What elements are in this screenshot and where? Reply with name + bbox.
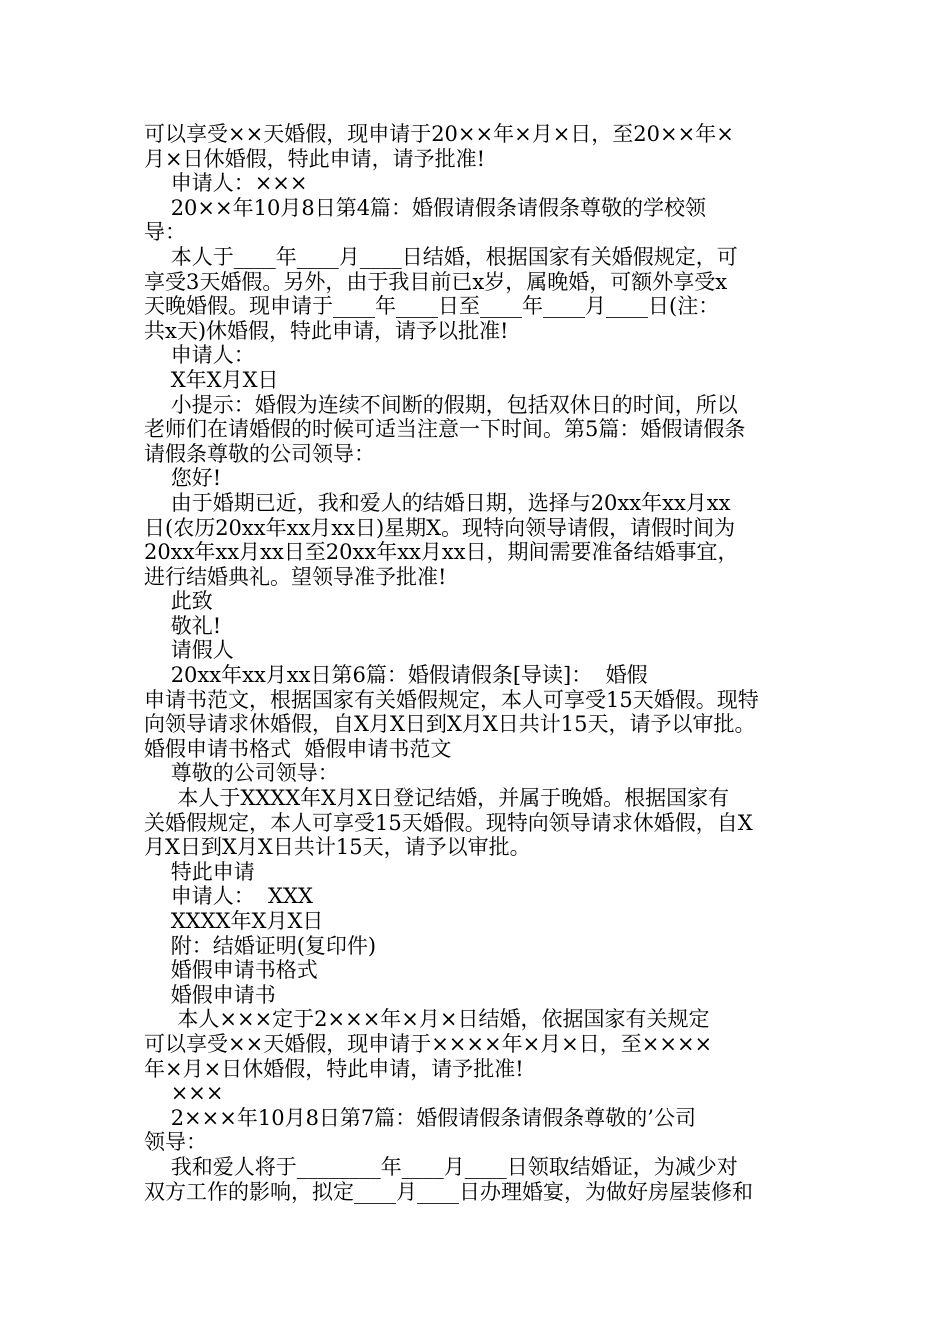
text-line: 20××年10月8日第4篇：婚假请假条请假条尊敬的学校领	[144, 195, 707, 220]
text-line: 日(农历20xx年xx月xx日)星期X。现特向领导请假，请假时间为	[144, 515, 736, 540]
text-line: 月X日到X月X日共计15天，请予以审批。	[144, 835, 531, 860]
text-line: XXXX年X月X日	[144, 909, 324, 933]
text-line: 婚假申请书	[144, 982, 276, 1007]
text-line: X年X月X日	[144, 367, 279, 392]
text-line: 此致	[144, 589, 213, 614]
text-line: 进行结婚典礼。望领导准予批准!	[144, 564, 447, 589]
text-line: 附：结婚证明(复印件)	[144, 933, 377, 958]
text-line: 我和爱人将于________年____月____日领取结婚证，为减少对	[144, 1154, 738, 1179]
text-line: 领导：	[144, 1130, 207, 1155]
text-line: 申请人：	[144, 343, 255, 368]
text-line: 天晚婚假。现申请于____年____日至____年____月____日(注：	[144, 294, 720, 319]
text-line: 双方工作的影响，拟定____月____日办理婚宴，为做好房屋装修和	[144, 1179, 753, 1204]
text-line: 申请人：×××	[144, 171, 308, 196]
document-body	[144, 122, 814, 1204]
text-line: 由于婚期已近，我和爱人的结婚日期，选择与20xx年xx月xx	[144, 490, 731, 515]
text-line: 本人于XXXX年X月X日登记结婚，并属于晚婚。根据国家有	[144, 786, 730, 811]
text-line: 申请人： XXX	[144, 884, 313, 909]
text-line: 20xx年xx月xx日第6篇：婚假请假条[导读]： 婚假	[144, 663, 648, 688]
text-line: 婚假申请书格式	[144, 958, 318, 983]
text-line: 老师们在请婚假的时候可适当注意一下时间。第5篇：婚假请假条	[144, 417, 746, 442]
text-line: 本人于____年____月____日结婚，根据国家有关婚假规定，可	[144, 244, 738, 269]
text-line: 可以享受××天婚假，现申请于20××年×月×日，至20××年×	[144, 122, 734, 146]
text-line: 申请书范文，根据国家有关婚假规定，本人可享受15天婚假。现特	[144, 687, 759, 712]
text-line: 特此申请	[144, 859, 255, 884]
text-line: 您好!	[144, 466, 222, 491]
text-line: 可以享受××天婚假，现申请于××××年×月×日，至××××	[144, 1031, 713, 1056]
text-line: 本人×××定于2×××年×月×日结婚，依据国家有关规定	[144, 1007, 710, 1032]
text-line: 月×日休婚假，特此申请，请予批准!	[144, 146, 486, 171]
text-line: 婚假申请书格式 婚假申请书范文	[144, 736, 452, 761]
text-line: 2×××年10月8日第7篇：婚假请假条请假条尊敬的’公司	[144, 1105, 696, 1130]
text-line: 小提示：婚假为连续不间断的假期，包括双休日的时间，所以	[144, 392, 738, 417]
text-line: 敬礼!	[144, 613, 222, 638]
text-line: ×××	[144, 1081, 224, 1106]
text-line: 请假条尊敬的公司领导：	[144, 441, 375, 466]
text-line: 享受3天婚假。另外，由于我目前已x岁，属晚婚，可额外享受x	[144, 269, 728, 294]
text-line: 关婚假规定，本人可享受15天婚假。现特向领导请求休婚假，自X	[144, 810, 753, 835]
text-line: 共x天)休婚假，特此申请，请予以批准!	[144, 318, 509, 343]
text-line: 尊敬的公司领导：	[144, 761, 339, 786]
text-line: 导：	[144, 220, 186, 245]
text-line: 请假人	[144, 638, 234, 663]
text-line: 20xx年xx月xx日至20xx年xx月xx日，期间需要准备结婚事宜，	[144, 540, 739, 565]
text-line: 向领导请求休婚假，自X月X日到X月X日共计15天，请予以审批。	[144, 712, 756, 737]
text-line: 年×月×日休婚假，特此申请，请予批准!	[144, 1056, 524, 1081]
